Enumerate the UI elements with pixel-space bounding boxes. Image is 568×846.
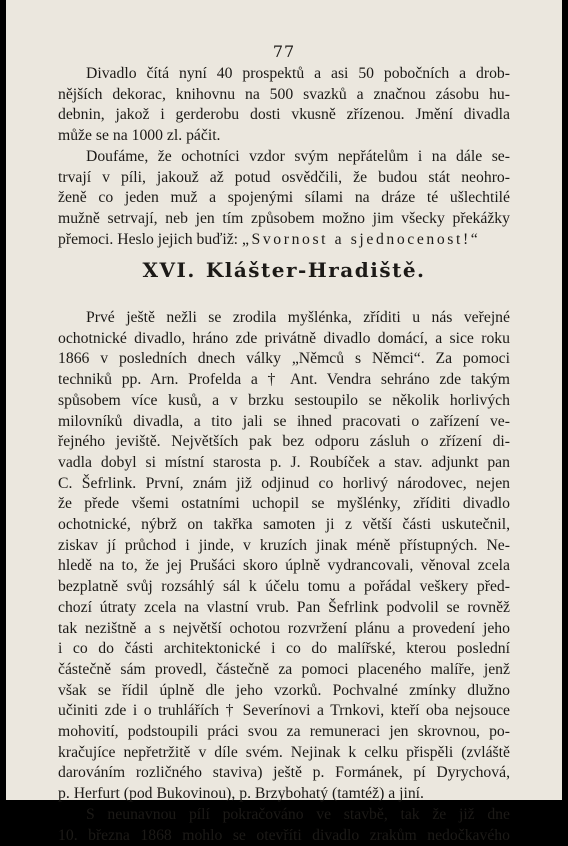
text-line: nějších dekorac, knihovnu na 500 svazků a značnou zásobu hu- [58, 85, 510, 103]
book-page [6, 0, 562, 844]
text-line: však se řídil úplně dle jeho vzorků. Pochvalné zmínky dlužno [58, 681, 510, 699]
text-line: kračujíce nepřetržitě v díle svém. Nejinak k celku přispěli (zvláště [58, 743, 510, 761]
paragraph [58, 64, 510, 147]
text-line: i co do části architektonické i co do malířské, kterou poslední [58, 640, 510, 658]
text-line: řejného jeviště. Největších pak bez odporu zásluh o zřízení di- [58, 433, 510, 451]
text-line: Prvé ještě nežli se zrodila myšlénka, zříditi u nás veřejné [86, 309, 510, 326]
page-number: 77 [272, 42, 296, 61]
section-heading [6, 258, 562, 282]
motto: „Svornost a sjednocenost!“ [241, 230, 481, 248]
paragraph [58, 805, 510, 846]
text-line: hledě na to, že jej Prušáci skoro úplně vydrancovali, věnoval zcela [58, 557, 510, 575]
text-line: ženě co jeden muž a spojenými sílami na dráze té ušlechtilé [58, 189, 510, 207]
section-title: Klášter-Hradiště. [205, 258, 426, 282]
text-line: ziskav jí průchod i jinde, v kruzích jinak méně přístupných. Ne- [58, 536, 510, 554]
text-line: 10. března 1868 mohlo se otevříti divadlo zrakům nedočkavého [58, 826, 510, 844]
text-line: S neunavnou pílí pokračováno ve stavbě, tak že již dne [86, 805, 510, 823]
text-line: tak nezištně a s největší ochotou rozvržení plánu a provedení jeho [58, 619, 510, 637]
text-line: učiniti zde i o truhlářích † Severínovi a Trnkovi, kteří oba nejsouce [58, 702, 510, 720]
paragraph [58, 308, 510, 805]
text-line: milovníků divadla, a tito jali se ihned pracovati o zařízení ve- [58, 412, 510, 430]
text-line: spůsobem více kusů, a v brzku sestoupilo se několik horlivých [58, 391, 510, 409]
text-line: ochotnické divadlo, hráno zde privátně divadlo domácí, a sice roku [58, 329, 510, 347]
text-line: vadla dobyl si místní starosta p. J. Roubíček a stav. adjunkt pan [58, 453, 510, 471]
text-line: Doufáme, že ochotníci vzdor svým nepřátelům i na dále se- [86, 147, 510, 165]
text-line: mužně setrvají, neb jen tím způsobem možno jim všecky překážky [58, 209, 510, 227]
text-line: debnin, jakož i gerderobu dosti vkusně zřízenou. Jmění divadla [58, 106, 510, 124]
text-line: p. Herfurt (pod Bukovinou), p. Brzybohatý (tamtéž) a jiní. [58, 785, 424, 803]
text-line: C. Šefrlink. První, znám již odjinud co horlivý národovec, nejen [58, 474, 510, 492]
paragraph [58, 147, 510, 251]
bottom-text [58, 308, 510, 846]
text-line: přemoci. Heslo jejich buďiž: „Svornost a sjednocenost!“ [58, 230, 481, 248]
text-line: ochotnické, nýbrž on takřka samoten ji z větší části uskutečnil, [58, 516, 510, 534]
text-line: mohovití, podstoupili práci svou za remuneraci jen skrovnou, po- [58, 723, 510, 741]
text-line: bezplatně svůj rozsáhlý sál k účelu tomu a pořádal veškery před- [58, 578, 510, 596]
text-line: chozí útraty zcela na vlastní vrub. Pan Šefrlink podvolil se rovněž [58, 598, 510, 616]
text-line: že přede všemi ostatními uchopil se myšlénky, zříditi divadlo [58, 495, 510, 513]
text-line: může se na 1000 zl. páčit. [58, 127, 221, 145]
text-line: darováním rozličného staviva) ještě p. Formánek, pí Dyrychová, [58, 764, 510, 782]
text-line: trvají v píli, jakouž až potud osvědčili, že budou stát neohro- [58, 168, 510, 186]
text-line: 1866 v posledních dnech války „Němců s Němci“. Za pomoci [58, 350, 510, 368]
text-line: částečně sám provedl, částečně za pomoci placeného malíře, jenž [58, 660, 510, 678]
top-text [58, 64, 510, 250]
text-line: techniků pp. Arn. Profelda a † Ant. Vendra sehráno zde takým [58, 371, 510, 389]
text-line: Divadlo čítá nyní 40 prospektů a asi 50 pobočních a drob- [86, 65, 510, 82]
section-number: XVI. [142, 258, 196, 282]
